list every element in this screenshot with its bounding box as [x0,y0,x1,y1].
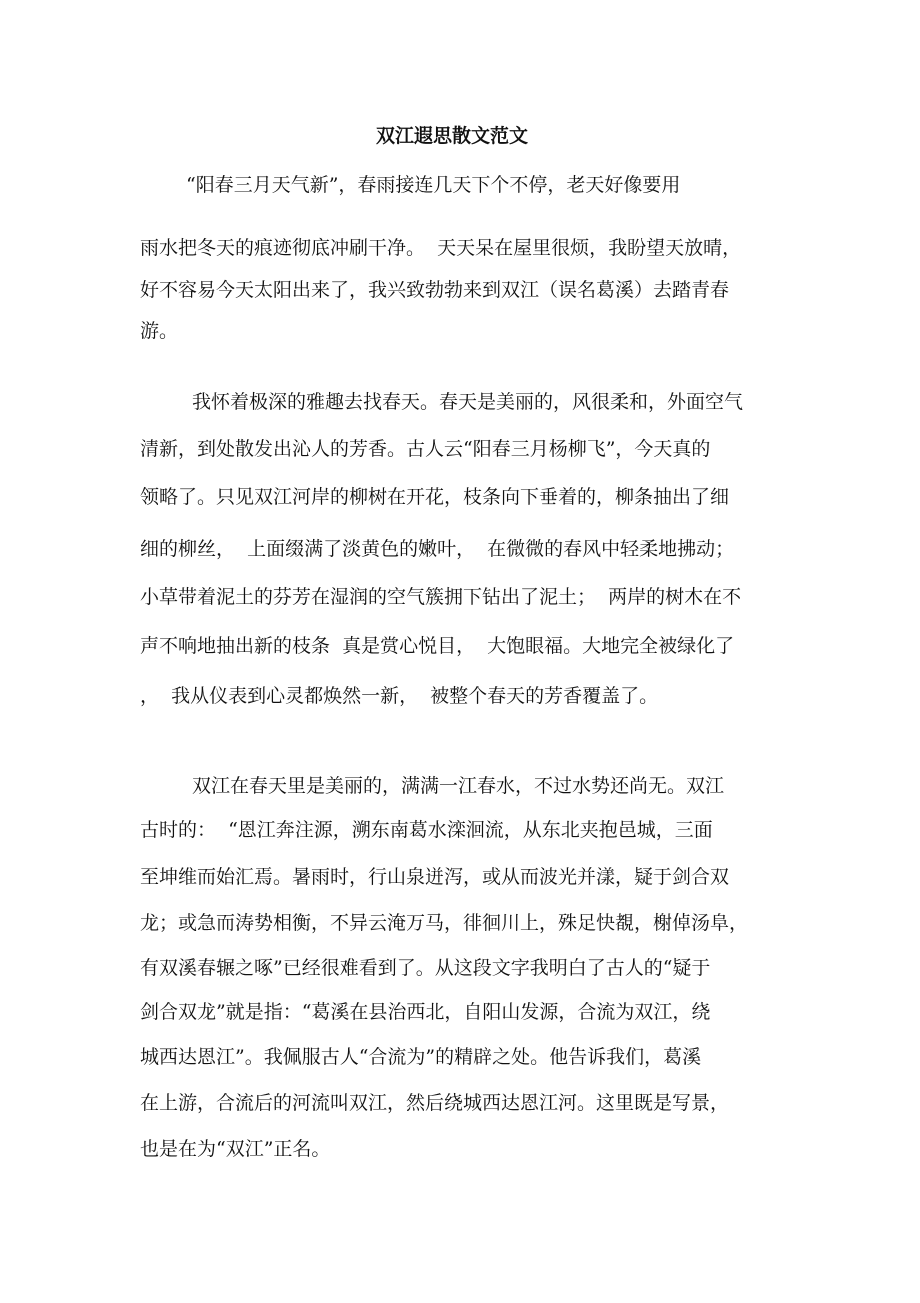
paragraph-line: 我怀着极深的雅趣去找春天。春天是美丽的，风很柔和，外面空气 [192,391,744,413]
paragraph-line: 好不容易今天太阳出来了，我兴致勃勃来到双江（误名葛溪）去踏青春 [140,279,730,301]
paragraph-line: 有双溪春辗之啄”已经很难看到了。从这段文字我明白了古人的“疑于 [140,957,711,979]
paragraph-line: ， 我从仪表到心灵都焕然一新， 被整个春天的芳香覆盖了。 [140,685,659,707]
paragraph-line: 龙；或急而涛势相衡，不异云淹万马，徘徊川上，殊足快覩，榭倬汤阜， [140,912,749,934]
paragraph-line: 在上游，合流后的河流叫双江，然后绕城西达恩江河。这里既是写景， [140,1092,730,1114]
paragraph-line: 至坤维而始汇焉。暑雨时，行山泉迸泻，或从而波光并漾，疑于剑合双 [140,866,730,888]
paragraph-line: 清新，到处散发出沁人的芳香。古人云“阳春三月杨柳飞”，今天真的 [140,438,711,460]
paragraph-line: 双江在春天里是美丽的，满满一江春水，不过水势还尚无。双江 [192,775,725,797]
paragraph-line: 细的柳丝， 上面缀满了淡黄色的嫩叶， 在微微的春风中轻柔地拂动； [140,538,735,560]
paragraph-line: “阳春三月天气新”，春雨接连几天下个不停，老天好像要用 [186,174,681,196]
paragraph-line: 领略了。只见双江河岸的柳树在开花，枝条向下垂着的，柳条抽出了细 [140,486,730,508]
paragraph-line: 古时的： “恩江奔注源，溯东南葛水滦洄流，从东北夹抱邑城，三面 [140,819,713,841]
paragraph-line: 游。 [140,320,179,342]
paragraph-line: 小草带着泥土的芬芳在湿润的空气簇拥下钻出了泥土； 两岸的树木在不 [140,586,742,608]
paragraph-line: 声不响地抽出新的枝条 真是赏心悦目， 大饱眼福。大地完全被绿化了 [140,635,735,657]
paragraph-line: 也是在为“双江”正名。 [140,1138,331,1160]
paragraph-line: 雨水把冬天的痕迹彻底冲刷干净。 天天呆在屋里很烦，我盼望天放晴， [140,237,742,259]
paragraph-line: 剑合双龙”就是指：“葛溪在县治西北，自阳山发源，合流为双江，绕 [140,1001,711,1023]
paragraph-line: 城西达恩江”。我佩服古人“合流为”的精辟之处。他告诉我们，葛溪 [140,1046,702,1068]
document-title: 双江遐思散文范文 [375,125,528,147]
